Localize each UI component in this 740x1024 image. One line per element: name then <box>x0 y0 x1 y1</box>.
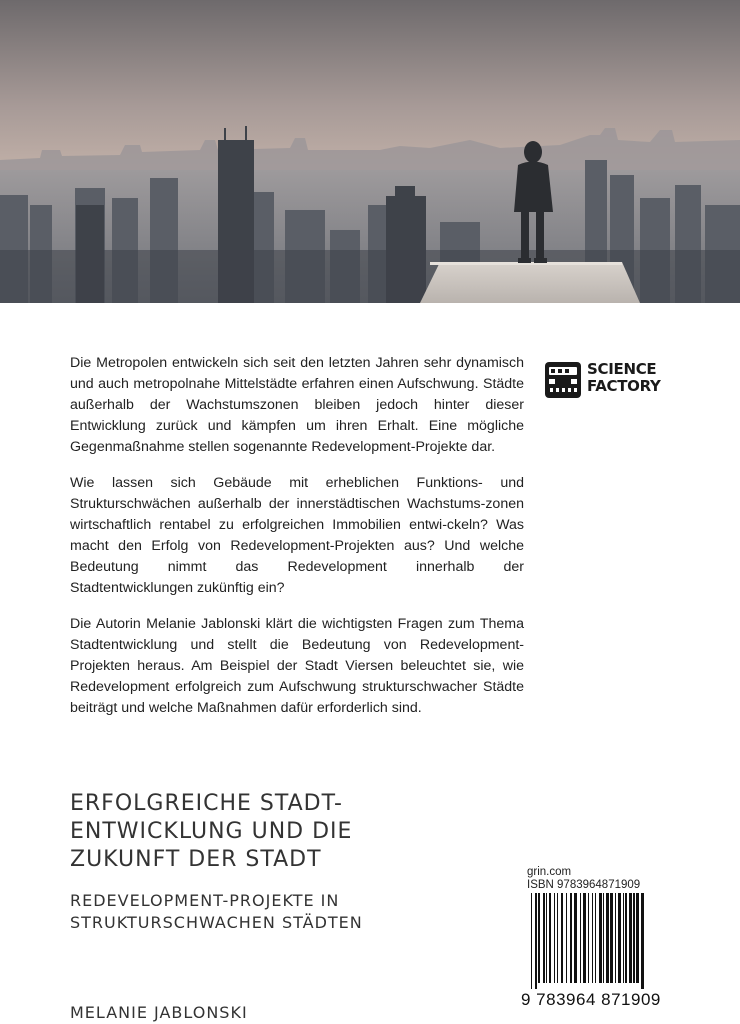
barcode-bar <box>549 893 551 983</box>
subtitle-line: REDEVELOPMENT-PROJEKTE IN <box>70 891 340 910</box>
barcode-bar <box>580 893 581 983</box>
author-name: MELANIE JABLONSKI <box>70 1003 248 1022</box>
barcode-bar <box>588 893 589 983</box>
blurb-paragraph-3: Die Autorin Melanie Jablonski klärt die wichtigsten Fragen zum Thema Stadtentwicklung und stellt die Bedeutung von Redevelopment-Projekten heraus. Am Beispiel der Stadt Viersen beleuchtet sie, wie Redevelopment erfolgreich zum Aufschwung strukturschwacher Städte beiträgt und welche Maßnahmen dafür erforderlich sind. <box>70 616 524 716</box>
barcode-bar <box>535 893 537 989</box>
blurb-paragraph-1: Die Metropolen entwickeln sich seit den letzten Jahren sehr dynamisch und auch metropolnahe Mittelstädte erfahren einen Aufschwung. Städte außerhalb der Wachstumszonen bleiben jedoch hinter dieser Entwicklung zurück und kämpfen um ihren Erhalt. Eine mögliche Gegenmaßnahme stellen sogenannte Redevelopment-Projekte dar. <box>70 355 524 455</box>
barcode-bar <box>546 893 547 983</box>
barcode-bar <box>625 893 627 983</box>
barcode-bar <box>603 893 604 983</box>
barcode-bar <box>566 893 567 983</box>
barcode-bar <box>629 893 632 983</box>
blurb-paragraph-2: Wie lassen sich Gebäude mit erheblichen Funktions- und Strukturschwächen außerhalb der innerstädtischen Wachstums-zonen wirtschaftlich rentabel zu erfolgreichen Immobilien entwi-ckeln? Was macht den Erfolg von Redevelopment-Projekten aus? Und welche Bedeutung nimmt das Redevelopment innerhalb der Stadtentwicklungen zukünftig ein? <box>70 475 524 596</box>
logo-wordmark: SCIENCE FACTORY <box>587 360 661 395</box>
barcode-bar <box>570 893 572 983</box>
title-line: ENTWICKLUNG UND DIE <box>70 819 353 844</box>
barcode-bar <box>574 893 577 983</box>
barcode-bar <box>557 893 558 983</box>
barcode-bar <box>583 893 586 983</box>
isbn-barcode <box>527 893 667 989</box>
title-line: ZUKUNFT DER STADT <box>70 847 322 872</box>
barcode-digits: 9 783964 871909 <box>521 990 661 1009</box>
back-cover-blurb <box>70 353 524 734</box>
barcode-bar <box>610 893 613 983</box>
film-strip-icon <box>545 362 581 398</box>
barcode-bar <box>636 893 639 983</box>
barcode-bar <box>543 893 545 983</box>
barcode-bar <box>633 893 635 983</box>
publisher-website: grin.com <box>527 866 572 878</box>
isbn-label: ISBN 9783964871909 <box>527 879 641 891</box>
science-factory-logo <box>545 360 670 400</box>
barcode-bar <box>531 893 532 989</box>
barcode-bar <box>538 893 540 983</box>
barcode-bar <box>606 893 609 983</box>
barcode-bar <box>599 893 602 983</box>
title-line: ERFOLGREICHE STADT- <box>70 791 343 816</box>
book-title <box>70 790 490 874</box>
barcode-bar <box>641 893 644 989</box>
cover-photo <box>0 0 740 303</box>
barcode-bar <box>595 893 596 983</box>
subtitle-line: STRUKTURSCHWACHEN STÄDTEN <box>70 913 363 932</box>
barcode-bar <box>618 893 621 983</box>
barcode-bar <box>561 893 563 983</box>
barcode-bar <box>615 893 616 983</box>
publisher-info <box>527 866 640 892</box>
book-subtitle <box>70 890 490 934</box>
barcode-bar <box>623 893 624 983</box>
barcode-bar <box>592 893 593 983</box>
city-skyline-image <box>0 0 740 303</box>
barcode-bar <box>554 893 555 983</box>
